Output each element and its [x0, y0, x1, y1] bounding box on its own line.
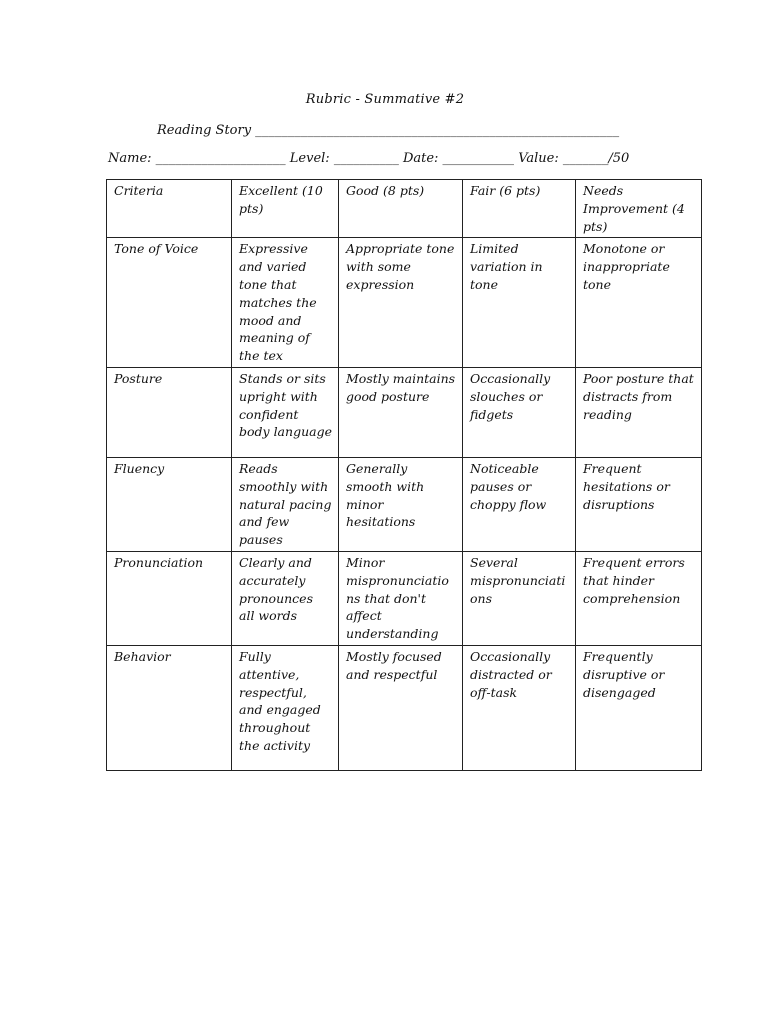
good-cell: Generally smooth with minor hesitations [339, 457, 463, 551]
page-title: Rubric - Summative #2 [305, 92, 465, 107]
fair-cell: Limited variation in tone [463, 238, 576, 368]
good-cell: Mostly maintains good posture [339, 367, 463, 457]
rubric-header-row [107, 180, 702, 238]
needs-improvement-cell: Poor posture that distracts from reading [576, 367, 702, 457]
good-cell: Minor mispronunciations that don't affect understanding [339, 551, 463, 645]
fair-cell: Occasionally slouches or fidgets [463, 367, 576, 457]
excellent-cell: Fully attentive, respectful, and engaged throughout the activity [232, 645, 339, 770]
rubric-row-behavior [107, 645, 702, 770]
needs-improvement-cell: Frequent errors that hinder comprehension [576, 551, 702, 645]
student-info-line: Name: ____________________ Level: __________ Date: ___________ Value: _______/50 [108, 151, 630, 166]
excellent-cell: Reads smoothly with natural pacing and few pauses [232, 457, 339, 551]
fair-cell: Several mispronunciations [463, 551, 576, 645]
excellent-cell: Clearly and accurately pronounces all words [232, 551, 339, 645]
excellent-cell: Stands or sits upright with confident body language [232, 367, 339, 457]
header-excellent: Excellent (10 pts) [232, 180, 339, 238]
rubric-row-pronunciation [107, 551, 702, 645]
header-good: Good (8 pts) [339, 180, 463, 238]
criteria-cell: Tone of Voice [107, 238, 232, 368]
criteria-cell: Pronunciation [107, 551, 232, 645]
criteria-cell: Fluency [107, 457, 232, 551]
rubric-table [106, 179, 702, 771]
needs-improvement-cell: Monotone or inappropriate tone [576, 238, 702, 368]
fair-cell: Noticeable pauses or choppy flow [463, 457, 576, 551]
good-cell: Mostly focused and respectful [339, 645, 463, 770]
reading-story-field: Reading Story ________________________________________________________ [157, 123, 620, 138]
good-cell: Appropriate tone with some expression [339, 238, 463, 368]
header-needs-improvement: Needs Improvement (4 pts) [576, 180, 702, 238]
fair-cell: Occasionally distracted or off-task [463, 645, 576, 770]
header-criteria: Criteria [107, 180, 232, 238]
rubric-row-fluency [107, 457, 702, 551]
criteria-cell: Posture [107, 367, 232, 457]
excellent-cell: Expressive and varied tone that matches the mood and meaning of the tex [232, 238, 339, 368]
needs-improvement-cell: Frequently disruptive or disengaged [576, 645, 702, 770]
needs-improvement-cell: Frequent hesitations or disruptions [576, 457, 702, 551]
rubric-row-posture [107, 367, 702, 457]
rubric-row-tone-of-voice [107, 238, 702, 368]
header-fair: Fair (6 pts) [463, 180, 576, 238]
criteria-cell: Behavior [107, 645, 232, 770]
